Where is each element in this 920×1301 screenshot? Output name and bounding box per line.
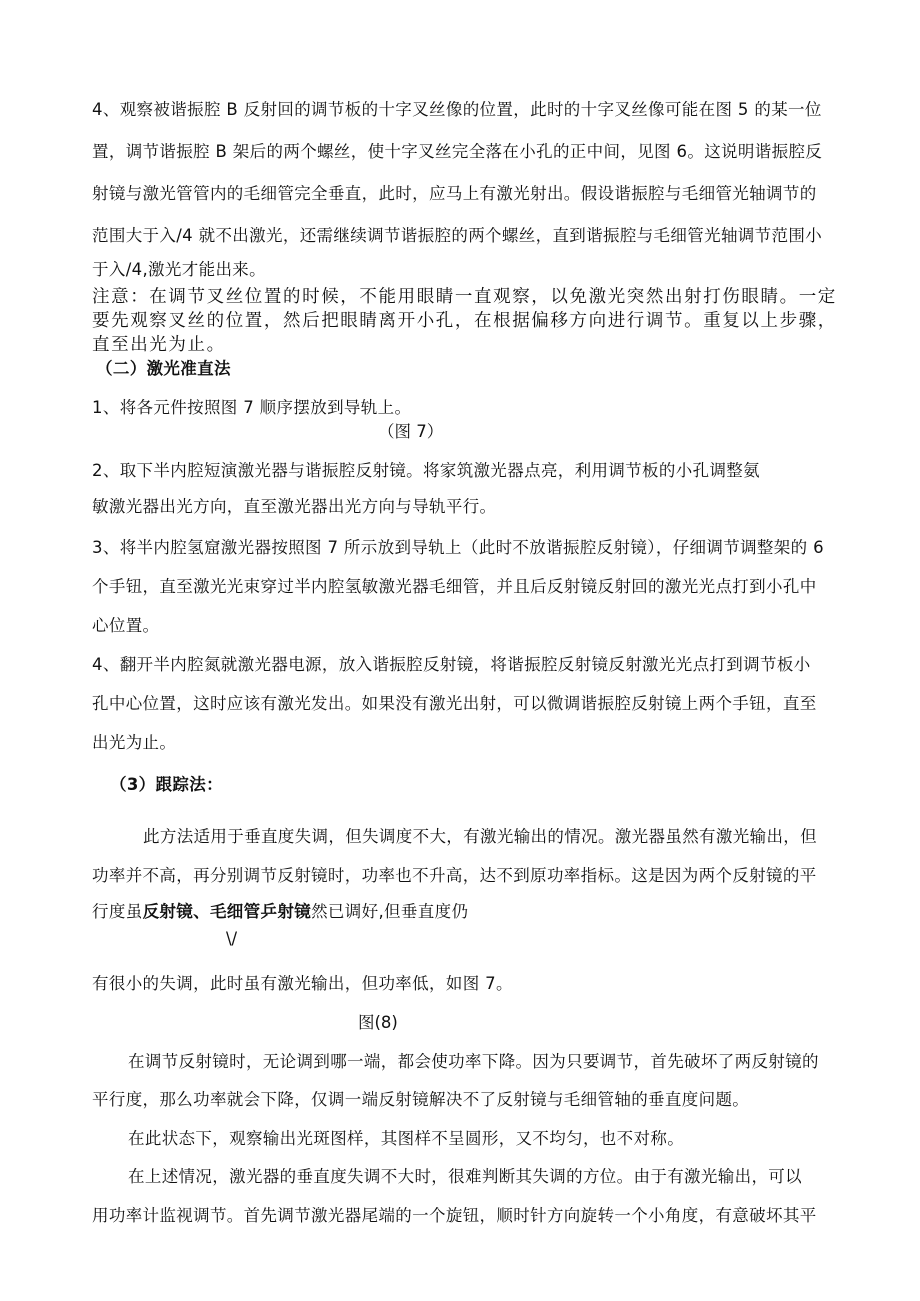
paragraph-line: 功率并不高，再分别调节反射镜时，功率也不升高，达不到原功率指标。这是因为两个反射镜的平: [92, 866, 817, 885]
paragraph-line: 射镜与激光管管内的毛细管完全垂直，此时，应马上有激光射出。假设谐振腔与毛细管光轴调节的: [92, 184, 817, 203]
paragraph-line: 范围大于入/4 就不出激光，还需继续调节谐振腔的两个螺丝，直到谐振腔与毛细管光轴调节范围小: [92, 226, 823, 245]
paragraph-line: 置，调节谐振腔 B 架后的两个螺丝，使十字叉丝完全落在小孔的正中间，见图 6。这说明谐振腔反: [92, 142, 823, 161]
note-line: 注意：在调节叉丝位置的时候，不能用眼睛一直观察，以免激光突然出射打伤眼睛。一定: [92, 287, 837, 307]
section-heading: （二）激光准直法: [96, 359, 231, 378]
step-line: 孔中心位置，这时应该有激光发出。如果没有激光出射，可以微调谐振腔反射镜上两个手钮，直至: [92, 694, 817, 713]
text-span: 然已调好,但垂直度仍: [311, 902, 469, 921]
text-span: 行度虽: [92, 902, 143, 921]
note-line: 直至出光为止。: [92, 335, 226, 355]
step-line: 4、翻开半内腔氮就激光器电源，放入谐振腔反射镜，将谐振腔反射镜反射激光光点打到调节板小: [92, 655, 811, 674]
paragraph-line: 4、观察被谐振腔 B 反射回的调节板的十字叉丝像的位置，此时的十字叉丝像可能在图 5 的某一位: [92, 100, 822, 119]
figure-caption: 图(8): [358, 1013, 398, 1032]
step-line: 3、将半内腔氢窟激光器按照图 7 所示放到导轨上（此时不放谐振腔反射镜），仔细调节调整架的 6: [92, 538, 824, 557]
step-line: 心位置。: [92, 616, 160, 635]
paragraph-line: 在此状态下，观察输出光斑图样，其图样不呈圆形，又不均匀，也不对称。: [128, 1129, 685, 1148]
paragraph-line: 在调节反射镜时，无论调到哪一端，都会使功率下降。因为只要调节，首先破坏了两反射镜的: [128, 1052, 819, 1071]
bold-text-span: 反射镜、毛细管乒射镜: [142, 902, 312, 921]
paragraph-line: 有很小的失调，此时虽有激光输出，但功率低，如图 7。: [92, 974, 513, 993]
paragraph-line: 平行度，那么功率就会下降，仅调一端反射镜解决不了反射镜与毛细管轴的垂直度问题。: [92, 1090, 750, 1109]
step-line: 1、将各元件按照图 7 顺序摆放到导轨上。: [92, 398, 412, 417]
step-line: 个手钮，直至激光光束穿过半内腔氢敏激光器毛细管，并且后反射镜反射回的激光光点打到小孔中: [92, 577, 817, 596]
paragraph-line: 此方法适用于垂直度失调，但失调度不大，有激光输出的情况。激光器虽然有激光输出，但: [143, 827, 817, 846]
note-line: 要先观察叉丝的位置，然后把眼睛离开小孔，在根据偏移方向进行调节。重复以上步骤，: [92, 311, 837, 331]
paragraph-line: 于入/4,激光才能出来。: [92, 260, 267, 279]
section-heading: （3）跟踪法：: [110, 775, 223, 794]
figure-caption: （图 7）: [378, 422, 444, 441]
paragraph-line: 用功率计监视调节。首先调节激光器尾端的一个旋钮，顺时针方向旋转一个小角度，有意破坏其平: [92, 1206, 817, 1225]
step-line: 出光为止。: [92, 733, 177, 752]
paragraph-line: 在上述情况，激光器的垂直度失调不大时，很难判断其失调的方位。由于有激光输出，可以: [128, 1167, 802, 1186]
figure-mark: \/: [226, 929, 238, 948]
step-line: 敏激光器出光方向，直至激光器出光方向与导轨平行。: [92, 497, 497, 516]
paragraph-line: [92, 901, 468, 923]
step-line: 2、取下半内腔短演激光器与谐振腔反射镜。将家筑激光器点亮，利用调节板的小孔调整氨: [92, 461, 760, 480]
